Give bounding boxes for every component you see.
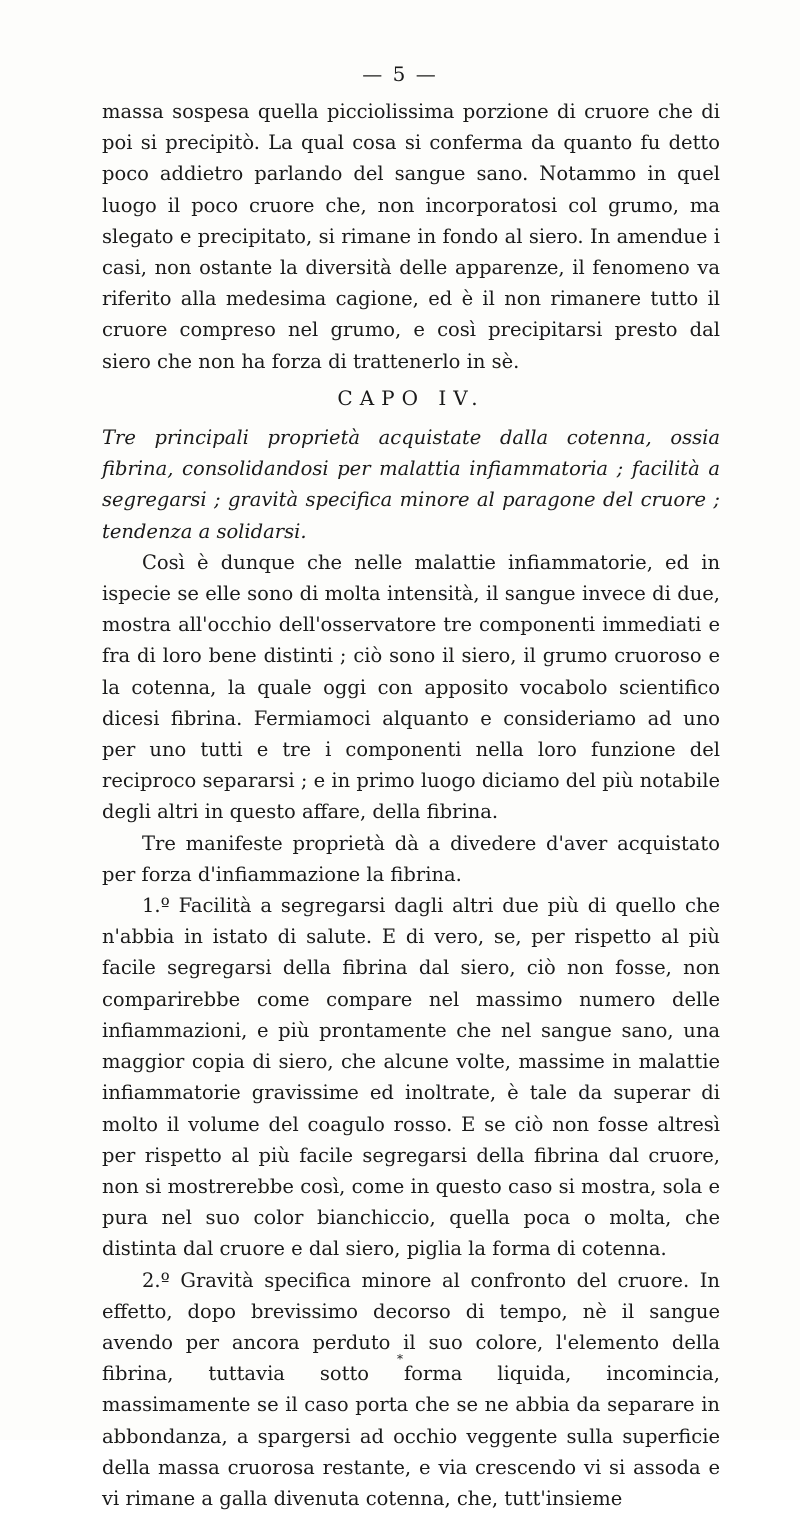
paragraph-first-property: 1.º Facilità a segregarsi dagli altri due più di quello che n'abbia in istato di salute. E di vero, se, per rispetto al più facile segregarsi della fibrina dal siero, ciò non fosse, non comparirebbe come compare nel massimo numero delle infiammazioni, e più prontamente che nel sangue sano, una maggior copia di siero, che alcune volte, massime in malattie infiammatorie gravissime ed inoltrate, è tale da superar di molto il volume del coagulo rosso. E se ciò non fosse altresì per rispetto al più facile segregarsi della fibrina dal cruore, non si mostrerebbe così, come in questo caso si mostra, sola e pura nel suo color bianchiccio, quella poca o molta, che distinta dal cruore e dal siero, piglia la forma di cotenna. bbox=[102, 894, 720, 1261]
paragraph-second-property: 2.º Gravità specifica minore al confronto del cruore. In effetto, dopo brevissimo decorso di tempo, nè il sangue avendo per ancora perduto il suo colore, l'elemento della fibrina, tuttavia sotto forma liquida, incomincia, massimamente se il caso porta che se ne abbia da separare in abbondanza, a spargersi ad occhio veggente sulla superficie della massa cruorosa restante, e via crescendo vi si assoda e vi rimane a galla divenuta cotenna, che, tutt'insieme bbox=[102, 1268, 720, 1510]
paragraph-intro: Così è dunque che nelle malattie infiammatorie, ed in ispecie se elle sono di molta intensità, il sangue invece di due, mostra all'occhio dell'osservatore tre componenti immediati e fra di loro bene distinti ; ciò sono il siero, il grumo cruoroso e la cotenna, la quale oggi con apposito vocabolo scientifico dicesi fibrina. Fermiamoci alquanto e consideriamo ad uno per uno tutti e tre i componenti nella loro funzione del reciproco separarsi ; e in primo luogo diciamo del più notabile degli altri in questo affare, della fibrina. bbox=[102, 550, 720, 824]
paragraph-properties: Tre manifeste proprietà dà a divedere d'aver acquistato per forza d'infiammazione la fibrina. bbox=[102, 831, 720, 886]
chapter-heading: CAPO IV. bbox=[337, 385, 485, 410]
page-number: — 5 — bbox=[362, 62, 438, 86]
chapter-summary: Tre principali proprietà acquistate dalla cotenna, ossia fibrina, consolidandosi per malattia infiammatoria ; facilità a segregarsi ; gravità specifica minore al paragone del cruore ; tendenza a solidarsi. bbox=[102, 426, 720, 543]
paragraph-continuation: massa sospesa quella picciolissima porzione di cruore che di poi si precipitò. La qual cosa si conferma da quanto fu detto poco addietro parlando del sangue sano. Notammo in quel luogo il poco cruore che, non incorporatosi col grumo, ma slegato e precipitato, si rimane in fondo al siero. In amendue i casi, non ostante la diversità delle apparenze, il fenomeno va riferito alla medesima cagione, ed è il non rimanere tutto il cruore compreso nel grumo, e così precipitarsi presto dal siero che non ha forza di trattenerlo in sè. bbox=[102, 100, 720, 373]
signature-mark: * bbox=[397, 1352, 403, 1366]
body-text bbox=[102, 96, 720, 1514]
